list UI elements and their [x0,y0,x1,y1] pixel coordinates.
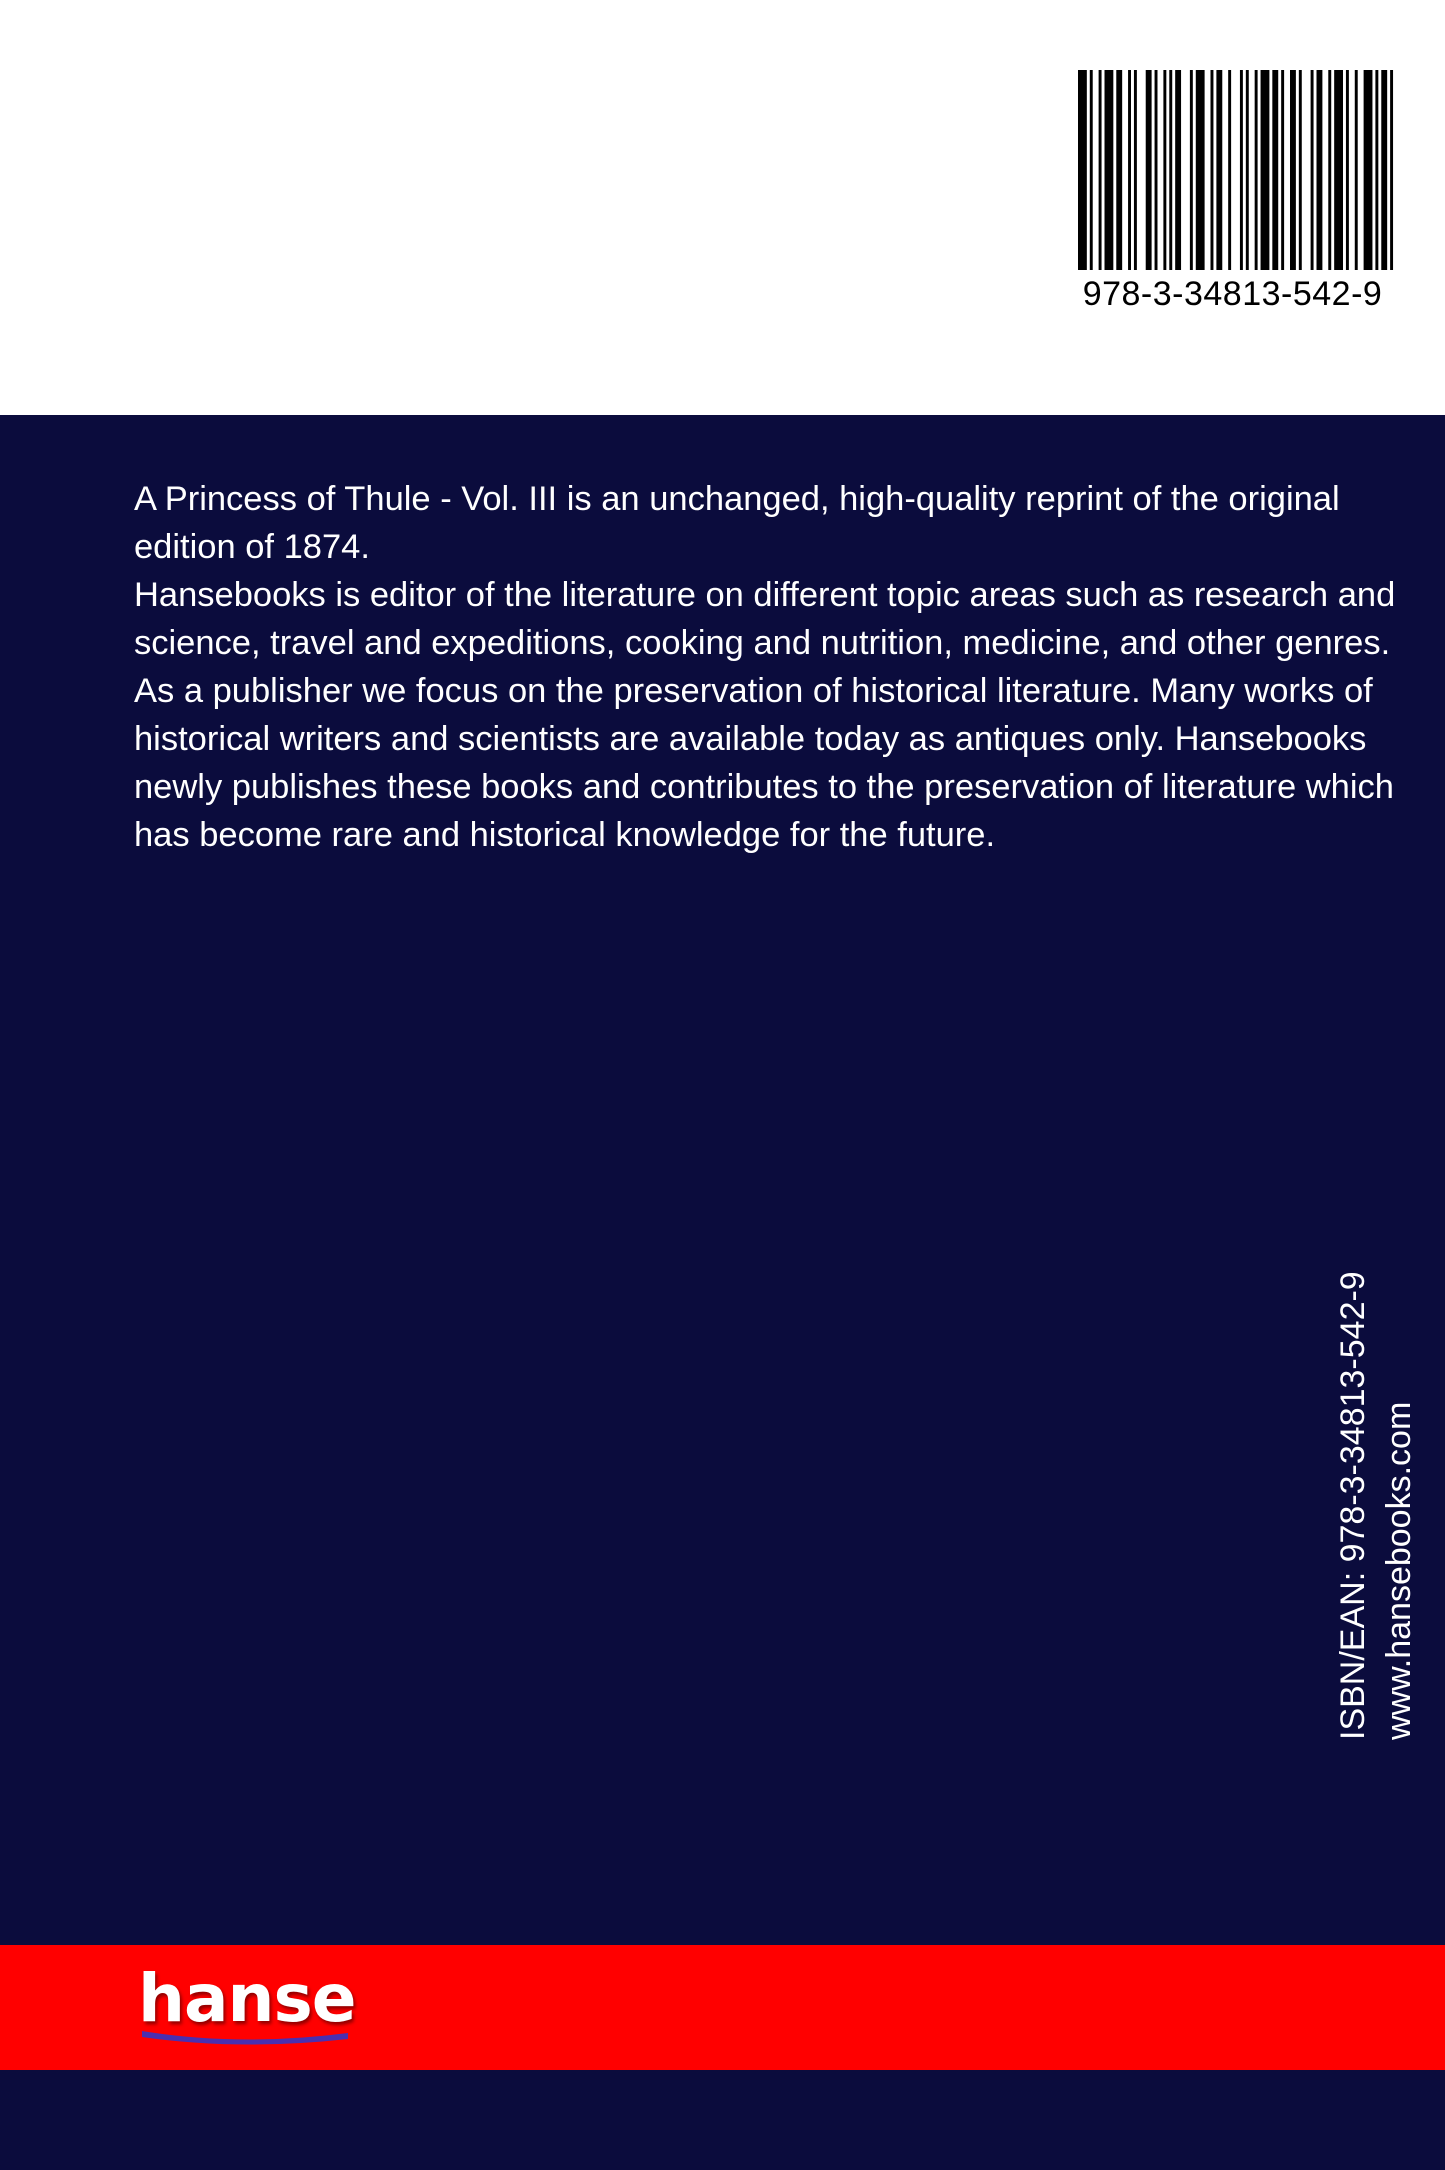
side-info [1330,1271,1418,1741]
barcode-bar [1290,70,1296,270]
barcode-bar [1246,70,1249,270]
barcode-bar [1390,70,1393,270]
barcode-bar [1381,70,1387,270]
barcode-bar [1105,70,1114,270]
barcode-bar [1299,70,1302,270]
barcode-bar [1078,70,1087,270]
logo-swoosh-icon [140,2025,350,2049]
top-white-band [0,0,1445,415]
barcode-bar [1281,70,1284,270]
bottom-navy-band [0,2070,1445,2170]
barcode-bar [1311,70,1314,270]
website-text: www.hansebooks.com [1380,1401,1418,1740]
hanse-logo [138,1959,368,2051]
description-publisher-info: Hansebooks is editor of the literature on different topic areas such as research and science, travel and expeditions, cooking and nutrition, medicine, and other genres. As a publisher we focus on the preservation of historical literature. Many works of historical writers and scientists are available today as antiques only. Hansebooks newly publishes these books and contributes to the preservation of literature which has become rare and historical knowledge for the future. [134,576,1396,854]
barcode-bar [1196,70,1205,270]
barcode-bar [1090,70,1093,270]
barcode-bar [1228,70,1231,270]
barcode-bar [1116,70,1122,270]
barcode-block [1060,70,1405,314]
barcode-bar [1128,70,1131,270]
barcode-bar [1190,70,1193,270]
barcode-bar [1317,70,1323,270]
barcode-bar [1355,70,1358,270]
barcode-bar [1146,70,1152,270]
barcode-bar [1155,70,1158,270]
book-description [134,475,1424,859]
barcode-bar [1163,70,1166,270]
publisher-band [0,1945,1445,2070]
barcode-bar [1211,70,1214,270]
barcode-bar [1334,70,1343,270]
isbn-text: ISBN/EAN: 978-3-34813-542-9 [1334,1271,1372,1740]
barcode-bar [1099,70,1102,270]
barcode-bar [1375,70,1378,270]
barcode-number: 978-3-34813-542-9 [1082,275,1383,313]
description-panel [0,415,1445,1945]
barcode-bar [1272,70,1278,270]
barcode-bar [1255,70,1258,270]
barcode-bar [1346,70,1349,270]
barcode-image [1078,70,1396,270]
description-intro: A Princess of Thule - Vol. III is an unchanged, high-quality reprint of the original edition of 1874. [134,480,1340,566]
barcode-bar [1134,70,1137,270]
barcode-bar [1261,70,1270,270]
barcode-bar [1175,70,1181,270]
barcode-bar [1240,70,1243,270]
barcode-bar [1364,70,1373,270]
barcode-bar [1169,70,1172,270]
barcode-bar [1328,70,1331,270]
logo-wordmark: hanse [138,1960,356,2037]
barcode-bar [1216,70,1222,270]
